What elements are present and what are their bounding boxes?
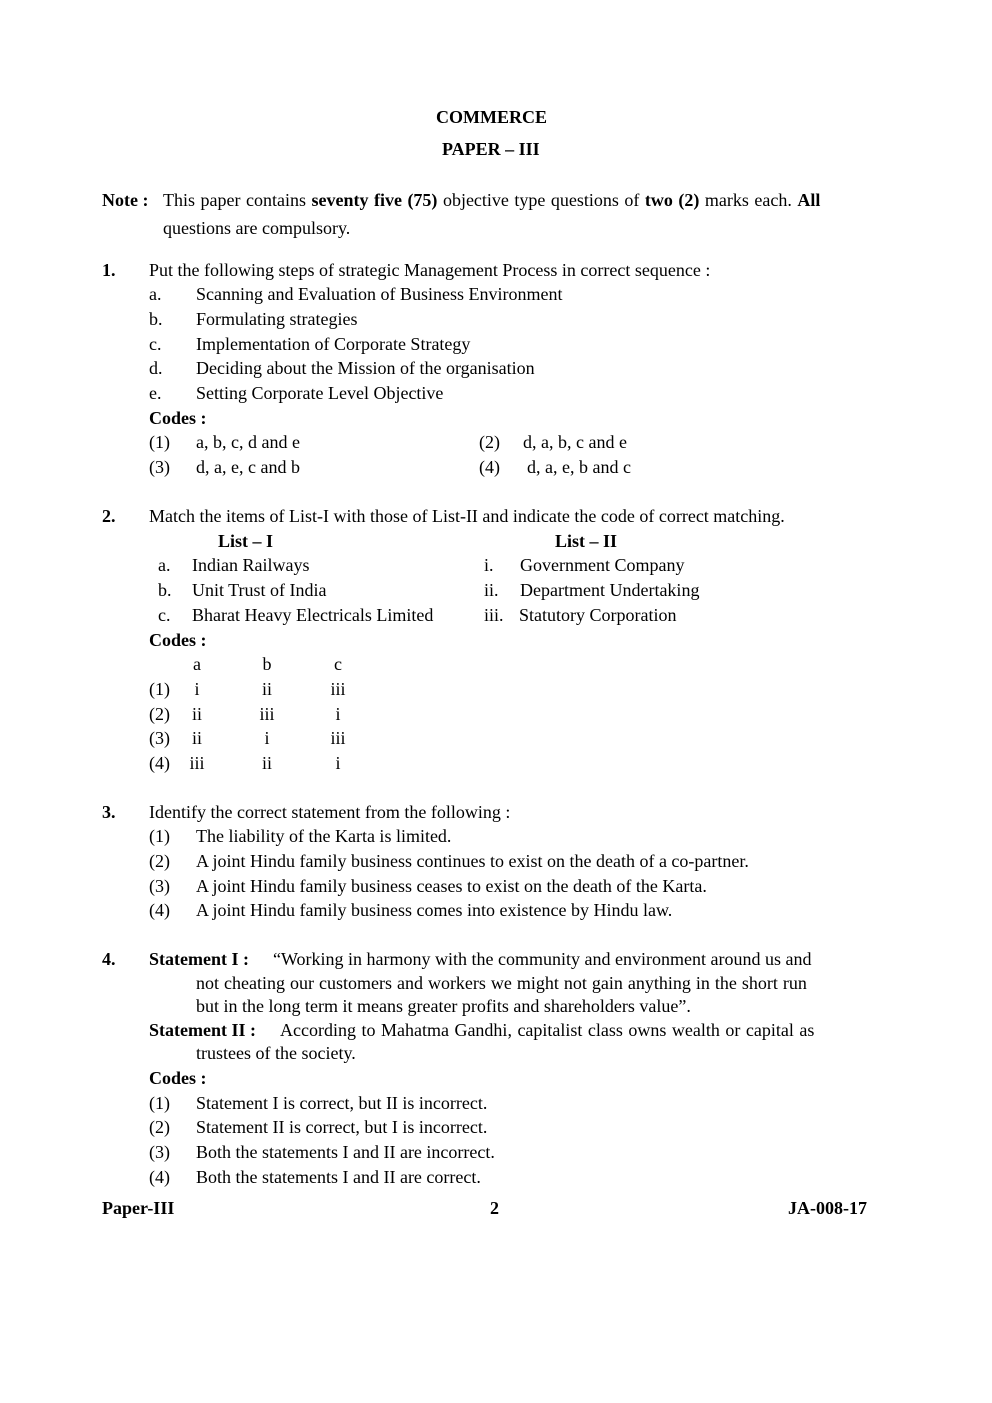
q4-option-text: Statement II is correct, but I is incorrect. (196, 1117, 488, 1137)
statement2-line1: According to Mahatma Gandhi, capitalist class owns wealth or capital as (280, 1020, 815, 1040)
q2-code-cell: ii (261, 753, 272, 773)
q2-code-row-label: (4) (149, 753, 170, 773)
q2-code-cell: iii (330, 728, 346, 748)
q4-option-label: (4) (149, 1167, 170, 1187)
q4-option-text: Statement I is correct, but II is incorrect. (196, 1093, 488, 1113)
statement2-label: Statement II : (149, 1020, 256, 1040)
q1-item-label: b. (149, 309, 163, 329)
q3-option-label: (1) (149, 826, 170, 846)
q3-option-label: (4) (149, 900, 170, 920)
note-bold: All (797, 190, 821, 210)
statement2-line2: trustees of the society. (196, 1043, 356, 1063)
q1-item-label: e. (149, 383, 162, 403)
q4-option-label: (3) (149, 1142, 170, 1162)
code-header-c: c (334, 654, 342, 674)
q1-option-label: (1) (149, 432, 170, 452)
q1-option-text: d, a, b, c and e (523, 432, 627, 452)
footer-code: JA-008-17 (788, 1198, 867, 1218)
q2-code-cell: iii (189, 753, 205, 773)
q3-option-text: The liability of the Karta is limited. (196, 826, 452, 846)
q2-code-row-label: (1) (149, 679, 170, 699)
q1-option-label: (3) (149, 457, 170, 477)
list2-item-text: Statutory Corporation (519, 605, 677, 625)
footer-paper: Paper-III (102, 1198, 175, 1218)
q1-item-text: Implementation of Corporate Strategy (196, 334, 471, 354)
q1-number: 1. (102, 260, 116, 280)
code-header-b: b (262, 654, 272, 674)
q2-code-row-label: (2) (149, 704, 170, 724)
paper-title: PAPER – III (442, 139, 540, 159)
note-bold: two (2) (644, 190, 700, 210)
q2-code-cell: ii (191, 704, 202, 724)
footer-page-number: 2 (490, 1198, 499, 1218)
q4-option-label: (2) (149, 1117, 170, 1137)
q3-option-label: (3) (149, 876, 170, 896)
note-part: marks each. (699, 190, 798, 210)
note-text (163, 189, 820, 211)
list1-item-label: c. (158, 605, 171, 625)
note-label: Note : (102, 190, 149, 210)
list1-item-text: Indian Railways (192, 555, 310, 575)
list1-item-text: Unit Trust of India (192, 580, 327, 600)
list2-item-label: i. (484, 555, 494, 575)
q1-text: Put the following steps of strategic Management Process in correct sequence : (149, 260, 711, 280)
statement1-line3: but in the long term it means greater profits and shareholders value”. (196, 996, 691, 1016)
list2-item-text: Government Company (520, 555, 685, 575)
list1-item-text: Bharat Heavy Electricals Limited (192, 605, 434, 625)
q2-code-cell: i (264, 728, 270, 748)
q2-code-cell: i (335, 753, 341, 773)
list1-title: List – I (218, 531, 274, 551)
q1-item-text: Scanning and Evaluation of Business Environment (196, 284, 563, 304)
list2-item-label: ii. (484, 580, 499, 600)
list2-item-text: Department Undertaking (520, 580, 700, 600)
q2-code-cell: ii (261, 679, 272, 699)
list2-item-label: iii. (484, 605, 504, 625)
q1-option-label: (2) (479, 432, 500, 452)
q2-text: Match the items of List-I with those of List-II and indicate the code of correct matching. (149, 506, 785, 526)
code-header-a: a (193, 654, 201, 674)
q2-codes-label: Codes : (149, 630, 207, 650)
q2-code-row-label: (3) (149, 728, 170, 748)
q1-option-text: d, a, e, b and c (527, 457, 631, 477)
statement1-label: Statement I : (149, 949, 249, 969)
q1-codes-label: Codes : (149, 408, 207, 428)
q3-option-text: A joint Hindu family business comes into existence by Hindu law. (196, 900, 673, 920)
q1-item-label: a. (149, 284, 162, 304)
q3-number: 3. (102, 802, 116, 822)
q1-item-label: c. (149, 334, 162, 354)
list1-item-label: a. (158, 555, 171, 575)
q2-code-cell: iii (330, 679, 346, 699)
q4-number: 4. (102, 949, 116, 969)
q1-option-text: a, b, c, d and e (196, 432, 300, 452)
list1-item-label: b. (158, 580, 172, 600)
q1-item-text: Deciding about the Mission of the organisation (196, 358, 535, 378)
q1-option-text: d, a, e, c and b (196, 457, 300, 477)
q3-option-text: A joint Hindu family business ceases to exist on the death of the Karta. (196, 876, 707, 896)
statement1-line2: not cheating our customers and workers we might not gain anything in the short run (196, 973, 807, 993)
statement1-line1: “Working in harmony with the community and environment around us and (273, 949, 812, 969)
subject-title: COMMERCE (436, 107, 547, 127)
note-line2: questions are compulsory. (163, 218, 351, 238)
q3-option-label: (2) (149, 851, 170, 871)
note-part: objective type questions of (437, 190, 645, 210)
q2-code-cell: i (335, 704, 341, 724)
q4-option-text: Both the statements I and II are incorrect. (196, 1142, 495, 1162)
q4-option-text: Both the statements I and II are correct. (196, 1167, 481, 1187)
q3-option-text: A joint Hindu family business continues to exist on the death of a co-partner. (196, 851, 749, 871)
q2-code-cell: i (194, 679, 200, 699)
q4-option-label: (1) (149, 1093, 170, 1113)
q2-code-cell: iii (259, 704, 275, 724)
q1-item-label: d. (149, 358, 163, 378)
q2-code-cell: ii (191, 728, 202, 748)
q4-codes-label: Codes : (149, 1068, 207, 1088)
q1-option-label: (4) (479, 457, 500, 477)
note-part: This paper contains (163, 190, 312, 210)
q1-item-text: Setting Corporate Level Objective (196, 383, 444, 403)
q1-item-text: Formulating strategies (196, 309, 358, 329)
q3-text: Identify the correct statement from the following : (149, 802, 511, 822)
list2-title: List – II (555, 531, 618, 551)
q2-number: 2. (102, 506, 116, 526)
note-bold: seventy five (75) (311, 190, 438, 210)
